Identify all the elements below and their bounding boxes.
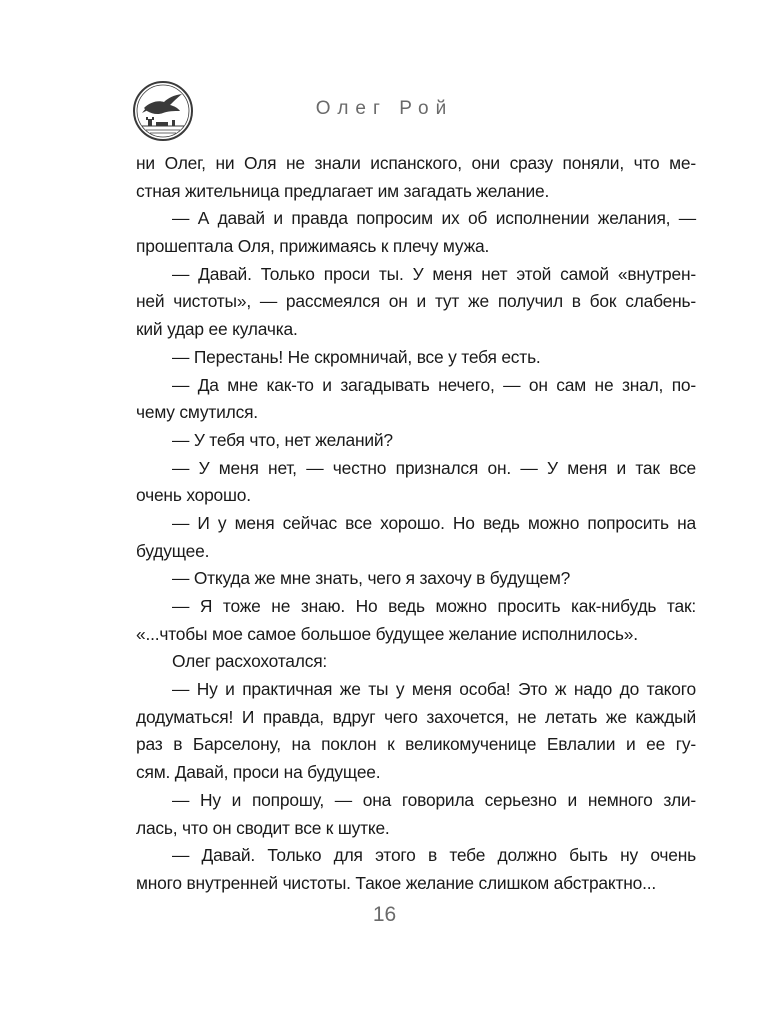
text-line: ни Олег, ни Оля не знали испанского, они сразу поняли, что ме- <box>136 153 696 173</box>
text-line: — Ну и практичная же ты у меня особа! Это ж надо до такого <box>172 679 696 700</box>
text-line: — И у меня сейчас все хорошо. Но ведь можно попросить на <box>172 512 696 533</box>
text-line: — Давай. Только для этого в тебе должно быть ну очень <box>172 845 696 866</box>
text-line: прошептала Оля, прижимаясь к плечу мужа. <box>136 236 490 257</box>
text-line: Олег расхохотался: <box>172 651 328 672</box>
text-line: — А давай и правда попросим их об исполнении желания, — <box>172 208 696 229</box>
text-line: лась, что он сводит все к шутке. <box>136 817 390 838</box>
text-line: — Да мне как-то и загадывать нечего, — он сам не знал, по- <box>172 374 696 395</box>
text-line: раз в Барселону, на поклон к великомученице Евлалии и ее гу- <box>136 734 696 755</box>
text-line: — Ну и попрошу, — она говорила серьезно и немного зли- <box>172 789 696 810</box>
text-line: стная жительница предлагает им загадать желание. <box>136 180 550 201</box>
text-line: — Давай. Только проси ты. У меня нет этой самой «внутрен- <box>172 263 696 284</box>
text-line: чему смутился. <box>136 402 258 423</box>
text-line: будущее. <box>136 540 210 561</box>
text-line: додуматься! И правда, вдруг чего захочется, не летать же каждый <box>136 706 696 727</box>
text-line: ней чистоты», — рассмеялся он и тут же получил в бок слабень- <box>136 291 696 312</box>
running-head-author: Олег Рой <box>315 98 454 119</box>
body-text <box>136 150 696 898</box>
text-line: — Перестань! Не скромничай, все у тебя есть. <box>172 346 541 367</box>
text-line: сям. Давай, проси на будущее. <box>136 762 381 783</box>
page-number: 16 <box>372 903 397 926</box>
text-line: — Я тоже не знаю. Но ведь можно просить как-нибудь так: <box>172 596 696 616</box>
text-line: — У меня нет, — честно признался он. — У меня и так все <box>172 457 696 478</box>
text-line: «...чтобы мое самое большое будущее желание исполнилось». <box>136 623 638 644</box>
text-line: кий удар ее кулачка. <box>136 319 298 340</box>
text-line: много внутренней чистоты. Такое желание слишком абстрактно... <box>136 872 657 893</box>
text-line: очень хорошо. <box>136 485 251 506</box>
text-line: — У тебя что, нет желаний? <box>172 429 393 450</box>
text-line: — Откуда же мне знать, чего я захочу в будущем? <box>172 568 571 589</box>
